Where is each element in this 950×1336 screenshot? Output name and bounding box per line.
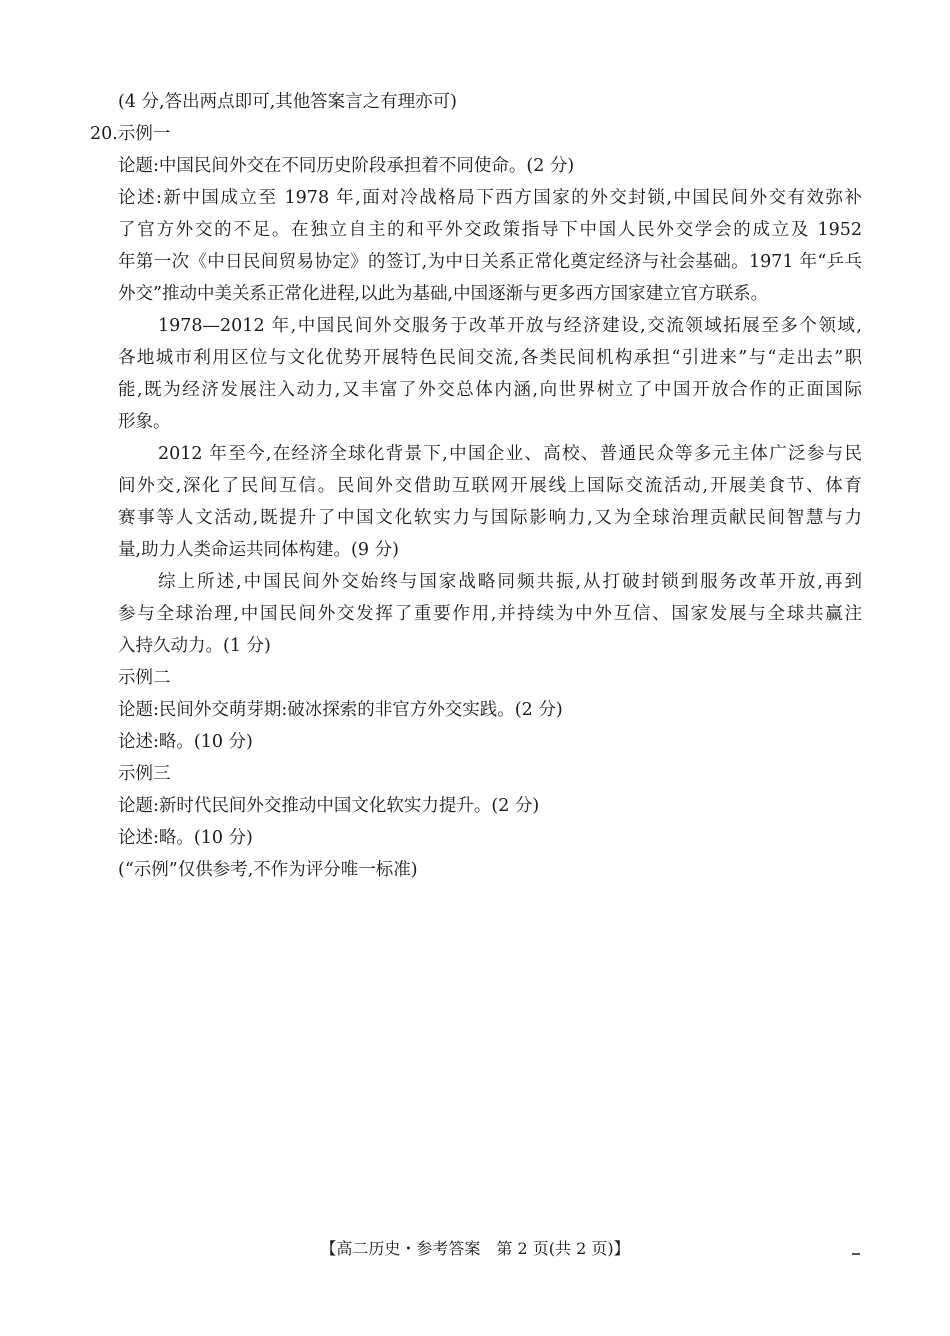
argument-line: 外交”推动中美关系正常化进程,以此为基础,中国逐渐与更多西方国家建立官方联系。: [118, 284, 769, 304]
argument-line: 论述:略。(10 分): [118, 828, 253, 848]
argument-line: 量,助力人类命运共同体构建。(9 分): [118, 540, 399, 560]
question-20-example-1-heading: 20.示例一: [90, 124, 171, 144]
argument-line: 了官方外交的不足。在独立自主的和平外交政策指导下中国人民外交学会的成立及 1952: [118, 220, 862, 240]
argument-line: 论述:略。(10 分): [118, 732, 253, 752]
thesis-line: 论题:新时代民间外交推动中国文化软实力提升。(2 分): [118, 796, 540, 816]
reference-note: (“示例”仅供参考,不作为评分唯一标准): [118, 860, 418, 880]
argument-line: 入持久动力。(1 分): [118, 636, 271, 656]
argument-line: 1978—2012 年,中国民间外交服务于改革开放与经济建设,交流领域拓展至多个领域,: [158, 316, 862, 336]
argument-line: 形象。: [118, 412, 171, 432]
argument-line: 年第一次《中日民间贸易协定》的签订,为中日关系正常化奠定经济与社会基础。1971 年“乒乓: [118, 252, 862, 272]
argument-line: 能,既为经济发展注入动力,又丰富了外交总体内涵,向世界树立了中国开放合作的正面国际: [118, 380, 862, 400]
argument-line: 论述:新中国成立至 1978 年,面对冷战格局下西方国家的外交封锁,中国民间外交有效弥补: [118, 188, 862, 208]
argument-line: 2012 年至今,在经济全球化背景下,中国企业、高校、普通民众等多元主体广泛参与民: [158, 444, 862, 464]
argument-line: 间外交,深化了民间互信。民间外交借助互联网开展线上国际交流活动,开展美食节、体育: [118, 476, 862, 496]
example-2-heading: 示例二: [118, 668, 171, 688]
argument-line: 赛事等人文活动,既提升了中国文化软实力与国际影响力,又为全球治理贡献民间智慧与力: [118, 508, 862, 528]
argument-line: 参与全球治理,中国民间外交发挥了重要作用,并持续为中外互信、国家发展与全球共赢注: [118, 604, 862, 624]
page-footer: 【高二历史・参考答案 第 2 页(共 2 页)】: [320, 1239, 630, 1258]
thesis-line: 论题:中国民间外交在不同历史阶段承担着不同使命。(2 分): [118, 156, 575, 176]
argument-line: 各地城市利用区位与文化优势开展特色民间交流,各类民间机构承担“引进来”与“走出去”职: [118, 348, 862, 368]
scoring-note: (4 分,答出两点即可,其他答案言之有理亦可): [118, 92, 457, 112]
thesis-line: 论题:民间外交萌芽期:破冰探索的非官方外交实践。(2 分): [118, 700, 563, 720]
example-3-heading: 示例三: [118, 764, 171, 784]
argument-line: 综上所述,中国民间外交始终与国家战略同频共振,从打破封锁到服务改革开放,再到: [158, 572, 862, 592]
footer-mark: [852, 1253, 860, 1255]
